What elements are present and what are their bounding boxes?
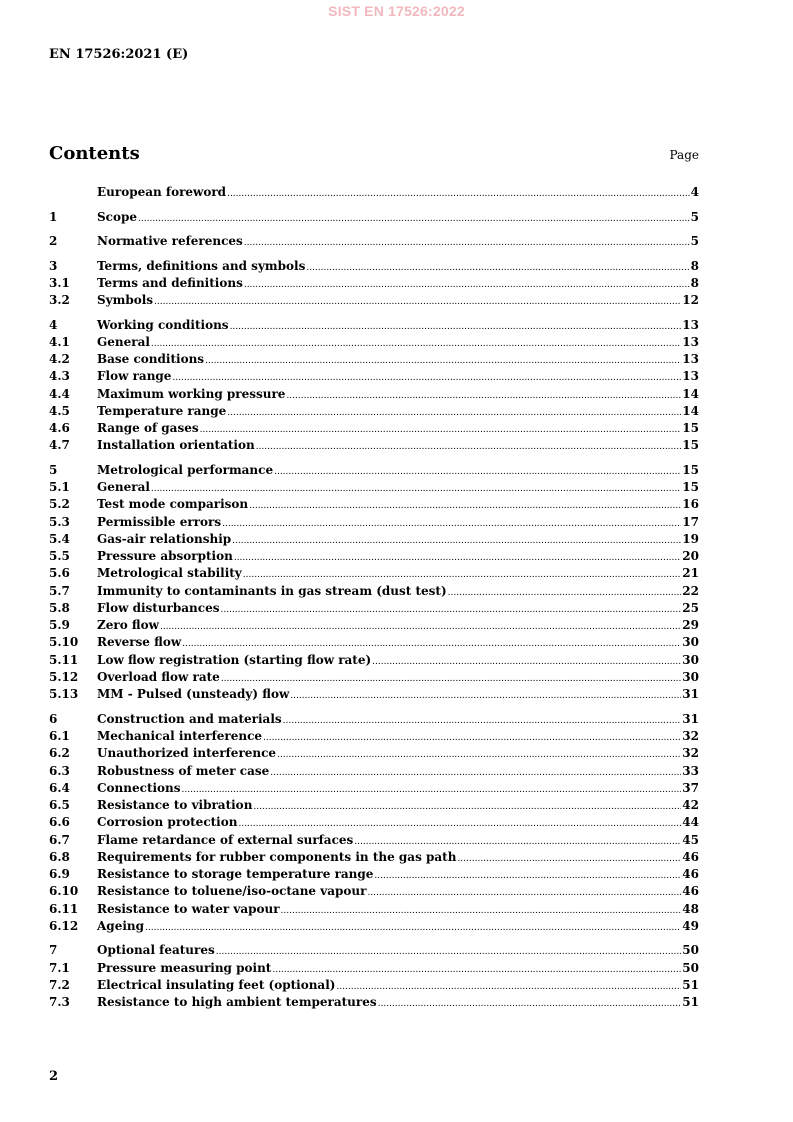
toc-dot-leader	[200, 422, 682, 439]
toc-dot-leader	[220, 602, 681, 619]
toc-dot-leader	[274, 464, 681, 481]
toc-dot-leader	[138, 211, 690, 228]
toc-dot-leader	[457, 851, 681, 868]
toc-dot-leader	[281, 903, 682, 920]
toc-dot-leader	[232, 533, 681, 550]
toc-entry-number: 7.3	[49, 995, 70, 1010]
toc-entry[interactable]	[49, 634, 699, 651]
toc-dot-leader	[253, 799, 681, 816]
toc-dot-leader	[306, 260, 689, 277]
toc-entry-page: 4	[690, 185, 699, 199]
toc-dot-leader	[336, 979, 681, 996]
toc-entry-page: 37	[682, 780, 699, 795]
toc-entry-number: 5.8	[49, 600, 70, 615]
toc-entry-page: 51	[682, 977, 699, 992]
toc-entry-title: Base conditions	[97, 352, 205, 367]
toc-dot-leader	[244, 277, 690, 294]
toc-entry[interactable]	[49, 652, 699, 669]
toc-dot-leader	[372, 654, 681, 671]
toc-entry-title: Installation orientation	[97, 438, 255, 453]
toc-dot-leader	[270, 765, 681, 782]
toc-entry-number: 4.5	[49, 403, 70, 418]
toc-entry[interactable]	[49, 334, 699, 351]
toc-entry-number: 6.12	[49, 918, 79, 933]
toc-entry[interactable]	[49, 994, 699, 1011]
toc-entry-number: 6.11	[49, 901, 79, 916]
toc-entry-number: 6.5	[49, 798, 70, 813]
toc-entry-title: Permissible errors	[97, 514, 222, 529]
toc-entry[interactable]	[49, 496, 699, 513]
toc-entry-number: 4.7	[49, 438, 70, 453]
toc-entry-title: Zero flow	[97, 618, 159, 633]
toc-dot-leader	[227, 186, 690, 203]
toc-entry-title: Low flow registration (starting flow rate)	[97, 652, 372, 667]
toc-entry-page: 21	[682, 566, 699, 581]
toc-entry-number: 7.2	[49, 977, 70, 992]
toc-entry-page: 29	[682, 618, 699, 633]
toc-entry-number: 6.10	[49, 884, 79, 899]
toc-entry-page: 30	[682, 669, 699, 684]
toc-entry-number: 5.7	[49, 583, 70, 598]
toc-entry-page: 48	[682, 901, 699, 916]
toc-entry[interactable]	[49, 583, 699, 600]
toc-dot-leader	[277, 747, 681, 764]
toc-entry-page: 49	[682, 918, 699, 933]
toc-entry[interactable]	[49, 437, 699, 454]
toc-entry-number: 3.1	[49, 275, 70, 290]
toc-dot-leader	[244, 235, 690, 252]
document-id: EN 17526:2021 (E)	[49, 47, 189, 62]
toc-entry-title: Electrical insulating feet (optional)	[97, 977, 336, 992]
toc-entry-title: Corrosion protection	[97, 815, 238, 830]
toc-entry-page: 5	[690, 209, 699, 224]
toc-entry[interactable]	[49, 317, 699, 334]
toc-entry-title: Gas-air relationship	[97, 531, 232, 546]
toc-entry-number: 5.6	[49, 566, 70, 581]
toc-entry-number: 1	[49, 209, 58, 224]
toc-entry[interactable]	[49, 814, 699, 831]
toc-dot-leader	[160, 619, 681, 636]
page-column-label: Page	[669, 148, 699, 162]
toc-entry[interactable]	[49, 184, 699, 201]
toc-section	[49, 258, 699, 310]
toc-entry[interactable]	[49, 386, 699, 403]
toc-entry-title: Ageing	[97, 918, 145, 933]
toc-entry-number: 5.12	[49, 669, 79, 684]
toc-entry-page: 19	[682, 531, 699, 546]
toc-entry-title: General	[97, 480, 150, 495]
toc-section	[49, 462, 699, 704]
toc-entry-title: Normative references	[97, 234, 243, 249]
toc-entry-number: 6.3	[49, 763, 70, 778]
toc-entry-page: 46	[682, 867, 699, 882]
toc-entry-number: 5.1	[49, 480, 70, 495]
toc-entry-title: Resistance to toluene/iso-octane vapour	[97, 884, 367, 899]
toc-section	[49, 209, 699, 226]
toc-entry-page: 22	[682, 583, 699, 598]
toc-entry-number: 5.10	[49, 635, 79, 650]
toc-dot-leader	[221, 671, 681, 688]
toc-entry-number: 4.3	[49, 369, 70, 384]
toc-entry-title: Temperature range	[97, 403, 227, 418]
toc-entry-number: 6.8	[49, 849, 70, 864]
toc-dot-leader	[205, 353, 681, 370]
toc-entry[interactable]	[49, 797, 699, 814]
toc-dot-leader	[222, 516, 681, 533]
toc-entry[interactable]	[49, 565, 699, 582]
toc-entry-title: Construction and materials	[97, 711, 282, 726]
toc-entry-title: Connections	[97, 780, 181, 795]
toc-entry-title: Mechanical interference	[97, 729, 263, 744]
toc-dot-leader	[367, 885, 681, 902]
toc-entry-title: Pressure measuring point	[97, 960, 272, 975]
toc-entry[interactable]	[49, 351, 699, 368]
toc-entry-page: 32	[682, 729, 699, 744]
toc-entry-title: Robustness of meter case	[97, 763, 270, 778]
toc-dot-leader	[378, 996, 682, 1013]
toc-entry-number: 5.9	[49, 618, 70, 633]
toc-entry-page: 15	[682, 421, 699, 436]
toc-entry-number: 3	[49, 258, 58, 273]
toc-entry[interactable]	[49, 617, 699, 634]
toc-section	[49, 942, 699, 1011]
toc-entry-page: 33	[682, 763, 699, 778]
toc-entry[interactable]	[49, 479, 699, 496]
toc-entry-page: 42	[682, 798, 699, 813]
toc-entry-title: Pressure absorption	[97, 549, 233, 564]
toc-entry[interactable]	[49, 883, 699, 900]
toc-entry-title: Terms and definitions	[97, 275, 243, 290]
toc-dot-leader	[283, 713, 682, 730]
toc-entry-number: 6.2	[49, 746, 70, 761]
toc-entry-page: 15	[682, 462, 699, 477]
toc-entry-number: 5	[49, 462, 58, 477]
toc-entry-page: 17	[682, 514, 699, 529]
toc-entry-number: 4.1	[49, 334, 70, 349]
toc-entry-title: Immunity to contaminants in gas stream (dust test)	[97, 583, 447, 598]
toc-entry-title: General	[97, 334, 150, 349]
toc-entry[interactable]	[49, 462, 699, 479]
toc-entry[interactable]	[49, 420, 699, 437]
toc-entry-page: 15	[682, 438, 699, 453]
toc-entry-page: 12	[682, 293, 699, 308]
toc-entry[interactable]	[49, 763, 699, 780]
toc-entry-title: Scope	[97, 209, 138, 224]
toc-entry-page: 44	[682, 815, 699, 830]
toc-section	[49, 711, 699, 935]
toc-entry-number: 4.6	[49, 421, 70, 436]
toc-section	[49, 317, 699, 455]
toc-entry[interactable]	[49, 901, 699, 918]
toc-entry-page: 32	[682, 746, 699, 761]
toc-entry-page: 31	[682, 687, 699, 702]
toc-entry-title: Optional features	[97, 943, 215, 958]
toc-entry-page: 46	[682, 884, 699, 899]
toc-entry-number: 7	[49, 943, 58, 958]
toc-entry-page: 14	[682, 403, 699, 418]
toc-dot-leader	[374, 868, 681, 885]
table-of-contents	[49, 184, 699, 1019]
toc-dot-leader	[286, 388, 681, 405]
toc-entry[interactable]	[49, 832, 699, 849]
toc-entry-page: 30	[682, 635, 699, 650]
toc-entry-page: 45	[682, 832, 699, 847]
toc-entry[interactable]	[49, 977, 699, 994]
toc-dot-leader	[234, 550, 681, 567]
toc-entry-page: 13	[682, 352, 699, 367]
toc-entry[interactable]	[49, 292, 699, 309]
toc-dot-leader	[216, 944, 682, 961]
toc-dot-leader	[182, 782, 682, 799]
toc-entry-page: 13	[682, 334, 699, 349]
toc-dot-leader	[227, 405, 681, 422]
toc-entry[interactable]	[49, 209, 699, 226]
toc-entry-number: 5.11	[49, 652, 79, 667]
toc-entry[interactable]	[49, 780, 699, 797]
toc-entry-title: Reverse flow	[97, 635, 182, 650]
toc-entry[interactable]	[49, 728, 699, 745]
toc-dot-leader	[249, 498, 681, 515]
toc-entry[interactable]	[49, 258, 699, 275]
toc-entry[interactable]	[49, 275, 699, 292]
toc-entry-number: 6.7	[49, 832, 70, 847]
toc-entry-number: 3.2	[49, 293, 70, 308]
toc-entry-title: Maximum working pressure	[97, 386, 286, 401]
toc-entry-page: 25	[682, 600, 699, 615]
toc-entry[interactable]	[49, 849, 699, 866]
toc-entry-number: 4.2	[49, 352, 70, 367]
toc-entry-page: 50	[682, 943, 699, 958]
toc-entry-page: 15	[682, 480, 699, 495]
toc-entry[interactable]	[49, 686, 699, 703]
toc-entry-title: European foreword	[97, 185, 227, 199]
toc-entry-number: 5.13	[49, 687, 79, 702]
toc-entry[interactable]	[49, 403, 699, 420]
toc-entry-title: Metrological performance	[97, 462, 274, 477]
toc-entry-title: Flame retardance of external surfaces	[97, 832, 354, 847]
toc-entry[interactable]	[49, 669, 699, 686]
toc-entry-number: 5.4	[49, 531, 70, 546]
toc-entry-number: 2	[49, 234, 58, 249]
watermark: SIST EN 17526:2022	[328, 3, 465, 19]
toc-entry-number: 5.5	[49, 549, 70, 564]
toc-entry-title: MM - Pulsed (unsteady) flow	[97, 687, 290, 702]
toc-entry-page: 8	[690, 258, 699, 273]
toc-entry-title: Resistance to storage temperature range	[97, 867, 374, 882]
toc-entry-page: 16	[682, 497, 699, 512]
toc-entry-page: 5	[690, 234, 699, 249]
toc-entry-number: 6	[49, 711, 58, 726]
toc-dot-leader	[230, 319, 682, 336]
toc-section	[49, 233, 699, 250]
toc-entry-page: 13	[682, 369, 699, 384]
toc-entry[interactable]	[49, 531, 699, 548]
toc-entry[interactable]	[49, 942, 699, 959]
toc-entry-title: Flow range	[97, 369, 172, 384]
toc-entry-number: 6.9	[49, 867, 70, 882]
toc-entry[interactable]	[49, 233, 699, 250]
toc-entry[interactable]	[49, 600, 699, 617]
toc-entry-page: 8	[690, 275, 699, 290]
toc-entry-page: 20	[682, 549, 699, 564]
toc-entry[interactable]	[49, 368, 699, 385]
toc-dot-leader	[290, 688, 681, 705]
toc-entry-number: 4	[49, 317, 58, 332]
toc-entry-number: 6.4	[49, 780, 70, 795]
toc-entry-number: 6.1	[49, 729, 70, 744]
toc-entry-title: Resistance to high ambient temperatures	[97, 995, 377, 1010]
toc-entry-page: 30	[682, 652, 699, 667]
toc-entry-title: Resistance to water vapour	[97, 901, 280, 916]
toc-entry-title: Working conditions	[97, 317, 229, 332]
toc-entry-number: 5.3	[49, 514, 70, 529]
toc-entry-number: 7.1	[49, 960, 70, 975]
toc-entry-number: 5.2	[49, 497, 70, 512]
page-number: 2	[49, 1069, 59, 1084]
toc-entry[interactable]	[49, 918, 699, 935]
toc-dot-leader	[154, 294, 681, 311]
toc-entry-page: 31	[682, 711, 699, 726]
toc-entry-title: Symbols	[97, 293, 154, 308]
toc-section	[49, 184, 699, 201]
toc-dot-leader	[256, 439, 682, 456]
toc-entry-title: Unauthorized interference	[97, 746, 277, 761]
toc-entry-title: Requirements for rubber components in the gas path	[97, 849, 457, 864]
toc-entry-page: 51	[682, 995, 699, 1010]
toc-entry[interactable]	[49, 514, 699, 531]
toc-dot-leader	[145, 920, 681, 937]
toc-entry-number: 4.4	[49, 386, 70, 401]
toc-entry-title: Metrological stability	[97, 566, 242, 581]
toc-entry[interactable]	[49, 960, 699, 977]
toc-dot-leader	[263, 730, 681, 747]
toc-entry-page: 14	[682, 386, 699, 401]
toc-dot-leader	[448, 585, 682, 602]
toc-entry-title: Range of gases	[97, 421, 199, 436]
toc-entry-page: 46	[682, 849, 699, 864]
toc-entry[interactable]	[49, 745, 699, 762]
toc-entry-title: Overload flow rate	[97, 669, 220, 684]
toc-dot-leader	[151, 336, 681, 353]
toc-entry-page: 13	[682, 317, 699, 332]
toc-entry-title: Test mode comparison	[97, 497, 249, 512]
toc-entry[interactable]	[49, 548, 699, 565]
toc-entry-title: Terms, definitions and symbols	[97, 258, 306, 273]
toc-entry-title: Resistance to vibration	[97, 798, 253, 813]
toc-entry[interactable]	[49, 866, 699, 883]
toc-entry-title: Flow disturbances	[97, 600, 220, 615]
toc-entry-number: 6.6	[49, 815, 70, 830]
toc-entry[interactable]	[49, 711, 699, 728]
toc-entry-page: 50	[682, 960, 699, 975]
page-title: Contents	[49, 143, 140, 164]
